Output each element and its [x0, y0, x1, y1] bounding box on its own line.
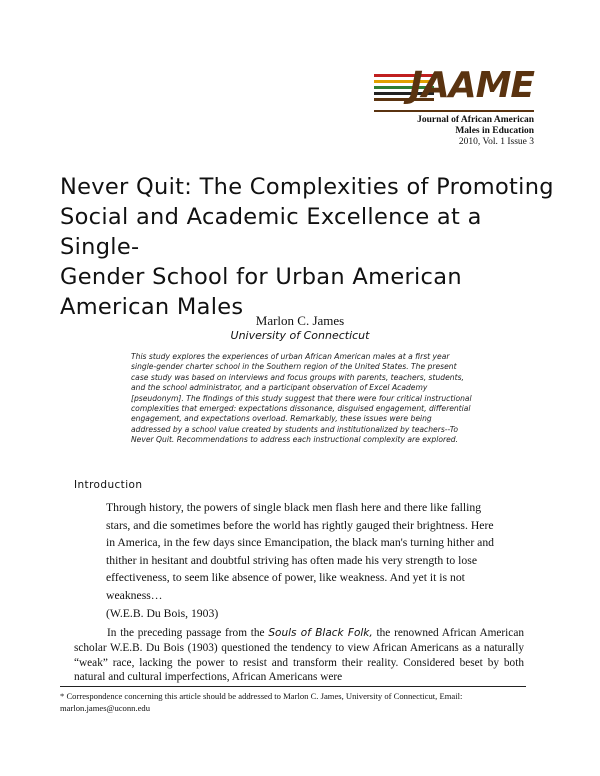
article-title [60, 172, 560, 322]
title-line: Social and Academic Excellence at a Single- [60, 204, 482, 260]
journal-info [417, 115, 534, 148]
author-name: Marlon C. James [255, 313, 345, 328]
footnote-divider [60, 686, 526, 687]
logo-text: JAAME [409, 65, 534, 106]
abstract: This study explores the experiences of urban African American males at a first year single-gender charter school in the Southern region of the United States. The present case study was based on interviews and focus groups with parents, teachers, students, and the school administrator, and a participant observation of Excel Academy [pseudonym]. The findings of this study suggest that there were four critical instructional complexities that emerged: expectations dissonance, disguised engagement, differential engagement, and expectations overload. Remarkably, these issues were being addressed by a school value created by students and institutionalized by teachers--To Never Quit. Recommendations to address each instructional complexity are explored. [131, 352, 472, 445]
journal-issue: 2010, Vol. 1 Issue 3 [458, 137, 534, 147]
section-heading-introduction: Introduction [74, 479, 143, 491]
epigraph-text: Through history, the powers of single black men flash here and there like falling stars, and die sometimes before the world has rightly gauged their brightness. Here in America, in the few days since Emancipation, the black man's turning hither and thither in hesitant and doubtful striving has often made his very strength to lose effectiveness, to seem like absence of power, like weakness. And yet it is not weakness… [106, 501, 495, 602]
title-line: Gender School for Urban American [60, 264, 462, 290]
author-affiliation: University of Connecticut [230, 329, 370, 342]
footnote: * Correspondence concerning this article should be addressed to Marlon C. James, University of Connecticut, Email: marlon.james@uconn.edu [60, 691, 463, 713]
epigraph-quote [106, 499, 496, 622]
paragraph-text-start: In the preceding passage from the [107, 627, 269, 639]
journal-logo [374, 65, 534, 112]
title-line: Never Quit: The Complexities of Promoting [60, 174, 554, 200]
paragraph-text-rest: the renowned African American scholar W.E.B. Du Bois (1903) questioned the tendency to view African Americans as a naturally “weak” race, lacking the power to resist and transform their reality. Considered beset by both natural and cultural imperfections, African Americans were [74, 627, 524, 684]
journal-name-line1: Journal of African American [417, 115, 534, 125]
logo-underline [374, 110, 534, 112]
title-line: American Males [60, 294, 244, 320]
journal-name-line2: Males in Education [455, 126, 534, 136]
epigraph-citation: (W.E.B. Du Bois, 1903) [106, 606, 219, 620]
body-paragraph [74, 626, 524, 685]
book-title: Souls of Black Folk, [268, 627, 373, 639]
